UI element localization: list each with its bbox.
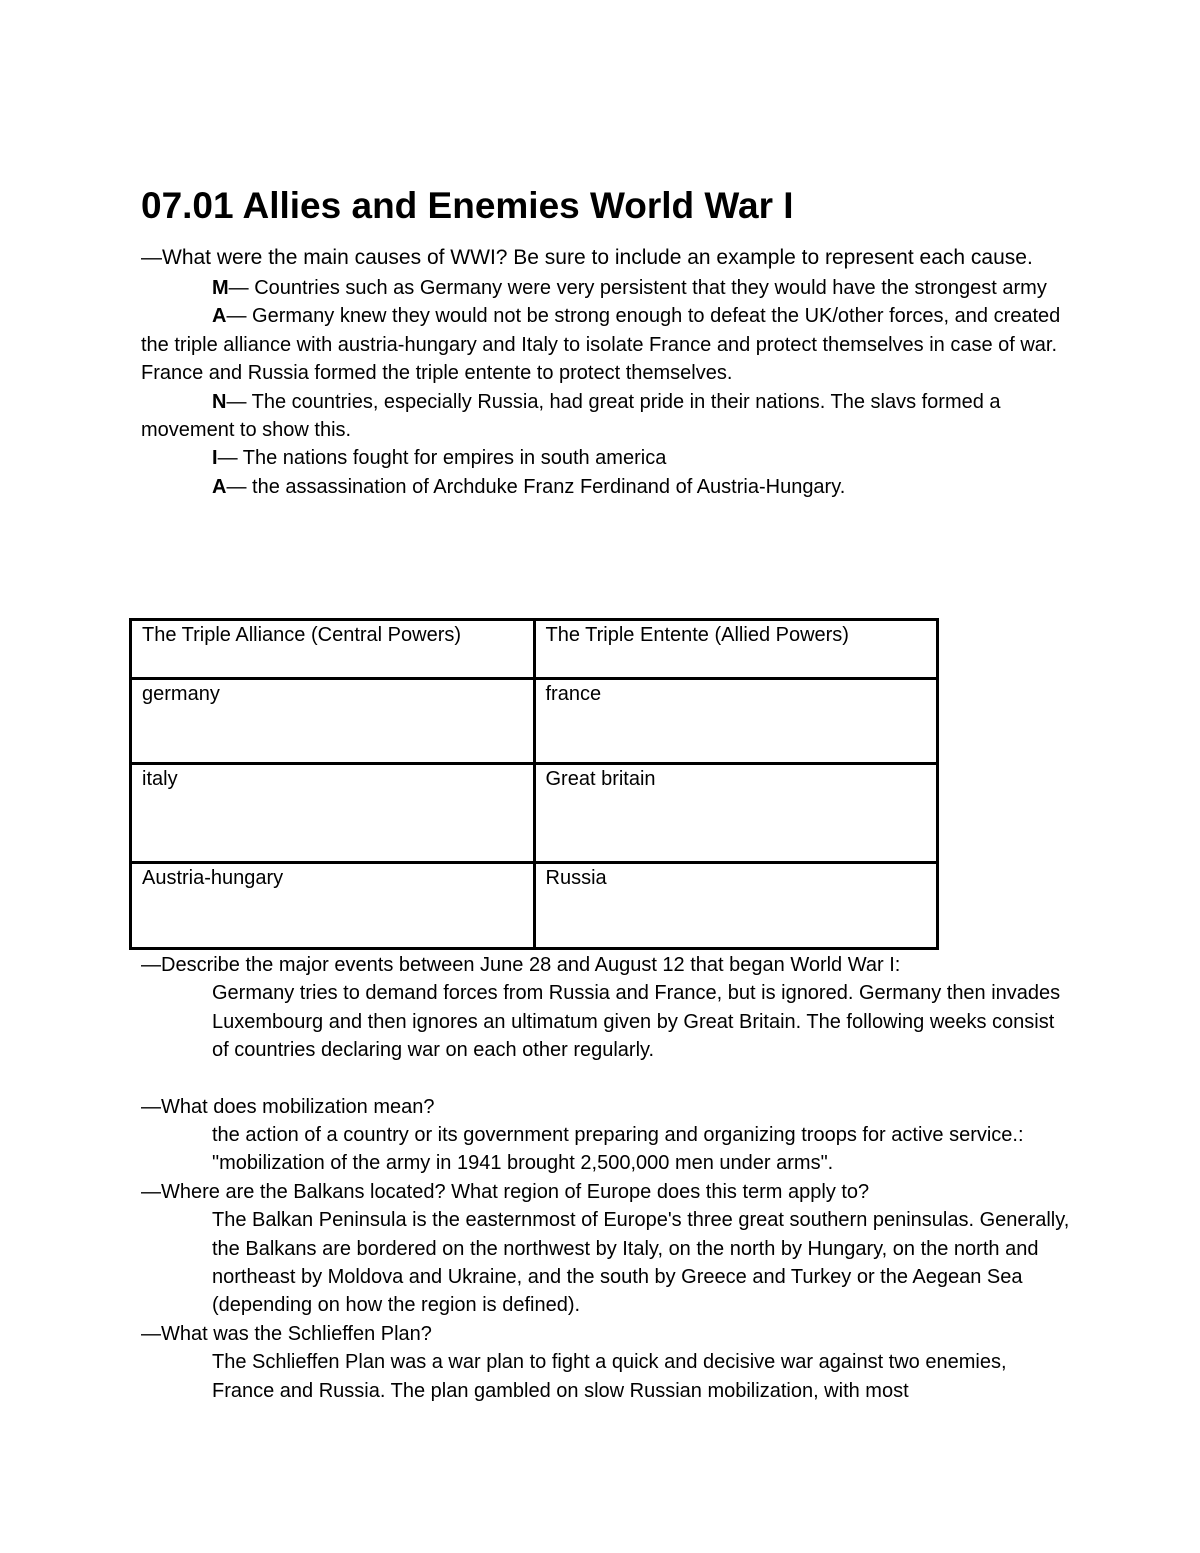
cause-item-alliances bbox=[141, 302, 1071, 387]
schlieffen-question: —What was the Schlieffen Plan? bbox=[141, 1322, 432, 1345]
mobilization-answer: the action of a country or its government preparing and organizing troops for active service.: "mobilization of the army in 1941 brought 2,500,000 men under arms". bbox=[212, 1124, 1024, 1175]
questions-section bbox=[141, 951, 1071, 1405]
table-cell: Russia bbox=[534, 863, 938, 949]
table-header-row bbox=[131, 620, 938, 679]
table-header-cell: The Triple Alliance (Central Powers) bbox=[131, 620, 535, 679]
schlieffen-answer: The Schlieffen Plan was a war plan to fight a quick and decisive war against two enemies, France and Russia. The plan gambled on slow Russian mobilization, with most bbox=[212, 1351, 1007, 1402]
cause-letter: A bbox=[212, 305, 227, 328]
cause-text: — The nations fought for empires in south america bbox=[217, 447, 667, 470]
cause-item-assassination bbox=[141, 473, 1071, 501]
mobilization-question: —What does mobilization mean? bbox=[141, 1095, 435, 1118]
cause-text: — Countries such as Germany were very persistent that they would have the strongest army bbox=[228, 277, 1047, 299]
table-header-cell: The Triple Entente (Allied Powers) bbox=[534, 620, 938, 679]
cause-item-imperialism bbox=[141, 444, 1071, 472]
table-cell: france bbox=[534, 679, 938, 764]
cause-text: — Germany knew they would not be strong enough to defeat the UK/other forces, and created the triple alliance with austria-hungary and Italy to isolate France and protect themselves in case of war. France and Russia formed the triple entente to protect themselves. bbox=[141, 305, 1061, 385]
causes-question: —What were the main causes of WWI? Be sure to include an example to represent each cause. bbox=[141, 246, 1033, 269]
events-question: —Describe the major events between June 28 and August 12 that began World War I: bbox=[141, 954, 901, 976]
table-row bbox=[131, 863, 938, 949]
causes-section bbox=[141, 242, 1071, 501]
table-row bbox=[131, 679, 938, 764]
cause-letter: N bbox=[212, 390, 227, 413]
cause-item-nationalism bbox=[141, 388, 1071, 445]
cause-text: — the assassination of Archduke Franz Ferdinand of Austria-Hungary. bbox=[226, 475, 846, 498]
cause-letter: M bbox=[212, 277, 229, 299]
table-cell: Great britain bbox=[534, 764, 938, 863]
balkans-question: —Where are the Balkans located? What region of Europe does this term apply to? bbox=[141, 1180, 870, 1203]
page-title: 07.01 Allies and Enemies World War I bbox=[141, 185, 794, 226]
table-cell: italy bbox=[131, 764, 535, 863]
balkans-answer: The Balkan Peninsula is the easternmost of Europe's three great southern peninsulas. Generally, the Balkans are bordered on the northwest by Italy, on the north by Hungary, on the north and northeast by Moldova and Ukraine, and the south by Greece and Turkey or the Aegean Sea (depending on how the region is defined). bbox=[212, 1209, 1070, 1317]
events-answer: Germany tries to demand forces from Russia and France, but is ignored. Germany then invades Luxembourg and then ignores an ultimatum given by Great Britain. The following weeks consist of countries declaring war on each other regularly. bbox=[212, 982, 1061, 1062]
cause-letter: I bbox=[212, 447, 218, 470]
cause-letter: A bbox=[212, 475, 227, 498]
table-cell: Austria-hungary bbox=[131, 863, 535, 949]
cause-text: — The countries, especially Russia, had great pride in their nations. The slavs formed a movement to show this. bbox=[141, 390, 1001, 442]
table-cell: germany bbox=[131, 679, 535, 764]
alliances-table bbox=[129, 618, 939, 950]
table-row bbox=[131, 764, 938, 863]
cause-item-militarism bbox=[141, 274, 1071, 302]
spacer bbox=[141, 1065, 1071, 1093]
